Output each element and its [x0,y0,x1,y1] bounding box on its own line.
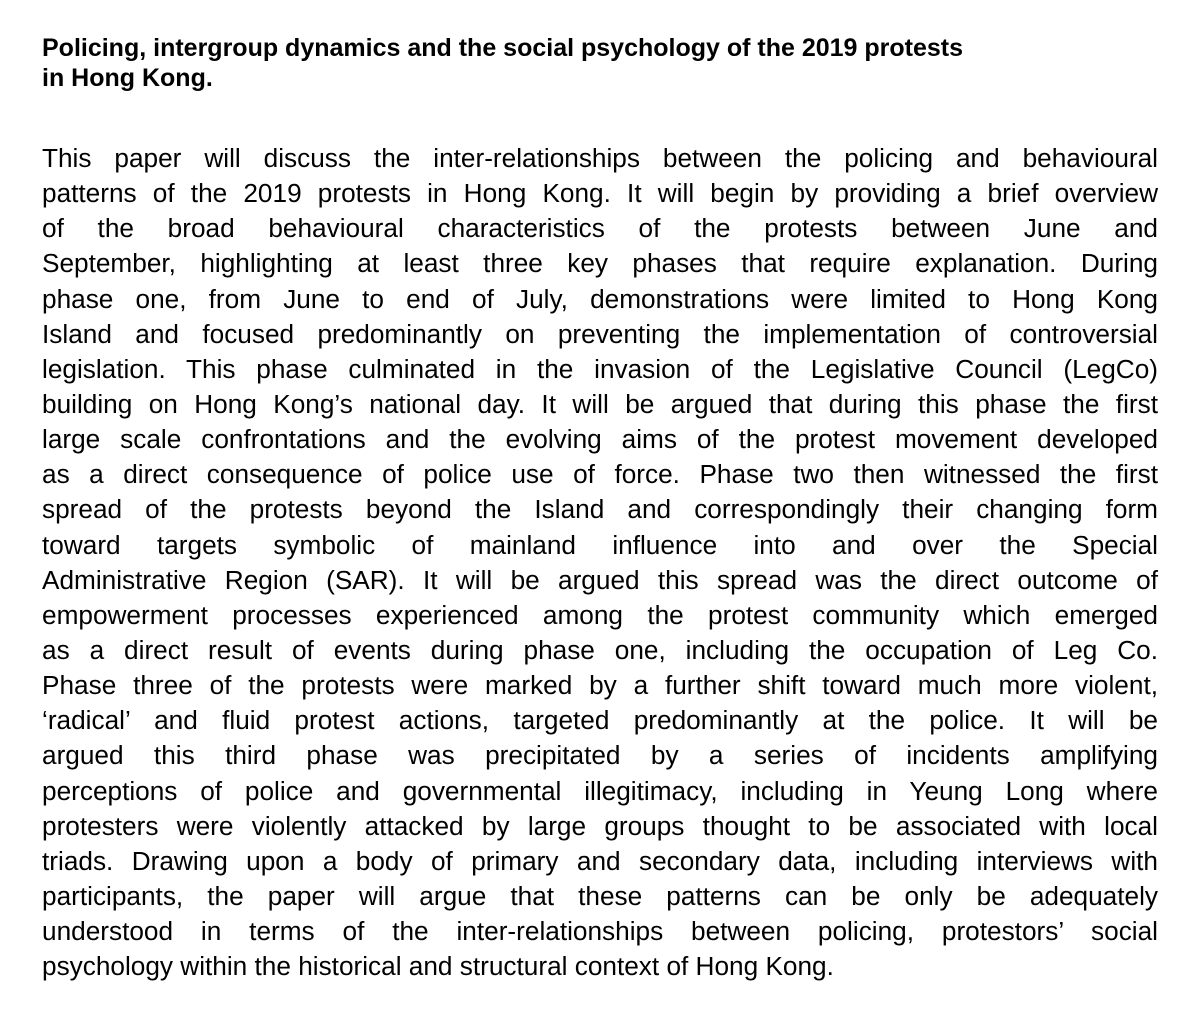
abstract-line: empowerment processes experienced among the protest community which emerged [42,599,1158,630]
abstract-line: phase one, from June to end of July, demonstrations were limited to Hong Kong [42,283,1158,314]
abstract-line: spread of the protests beyond the Island and correspondingly their changing form [42,494,1158,525]
abstract-line: Phase three of the protests were marked by a further shift toward much more violent, [42,670,1158,701]
abstract-line: participants, the paper will argue that these patterns can be only be adequately [42,880,1158,911]
title-line: in Hong Kong. [42,64,213,92]
abstract-line: This paper will discuss the inter-relationships between the policing and behavioural [42,143,1158,173]
abstract-line: ‘radical’ and fluid protest actions, targeted predominantly at the police. It will be [42,705,1158,736]
abstract-line-last: psychology within the historical and structural context of Hong Kong. [42,951,834,982]
abstract-line: as a direct consequence of police use of force. Phase two then witnessed the first [42,459,1158,490]
abstract-line: large scale confrontations and the evolving aims of the protest movement developed [42,424,1158,455]
abstract-line: building on Hong Kong’s national day. It will be argued that during this phase the first [42,388,1158,419]
abstract-line: understood in terms of the inter-relationships between policing, protestors’ social [42,916,1158,947]
abstract-line: Administrative Region (SAR). It will be argued this spread was the direct outcome of [42,564,1158,595]
title-line: Policing, intergroup dynamics and the social psychology of the 2019 protests [42,34,964,62]
abstract-line: argued this third phase was precipitated by a series of incidents amplifying [42,740,1158,771]
abstract-line: of the broad behavioural characteristics of the protests between June and [42,213,1158,244]
abstract-line: Island and focused predominantly on preventing the implementation of controversial [42,318,1158,349]
abstract-line: triads. Drawing upon a body of primary and secondary data, including interviews with [42,845,1158,876]
abstract-line: protesters were violently attacked by large groups thought to be associated with local [42,810,1158,841]
abstract-line: toward targets symbolic of mainland influence into and over the Special [42,529,1158,560]
abstract-line: perceptions of police and governmental illegitimacy, including in Yeung Long where [42,775,1158,806]
abstract-line: legislation. This phase culminated in the invasion of the Legislative Council (LegCo) [42,353,1158,384]
document-body [42,33,1158,982]
abstract-line: as a direct result of events during phase one, including the occupation of Leg Co. [42,634,1158,665]
abstract-line: September, highlighting at least three key phases that require explanation. During [42,248,1158,279]
document-title [42,33,1158,93]
abstract-line: patterns of the 2019 protests in Hong Kong. It will begin by providing a brief overview [42,178,1158,209]
abstract-paragraph [42,141,1158,984]
